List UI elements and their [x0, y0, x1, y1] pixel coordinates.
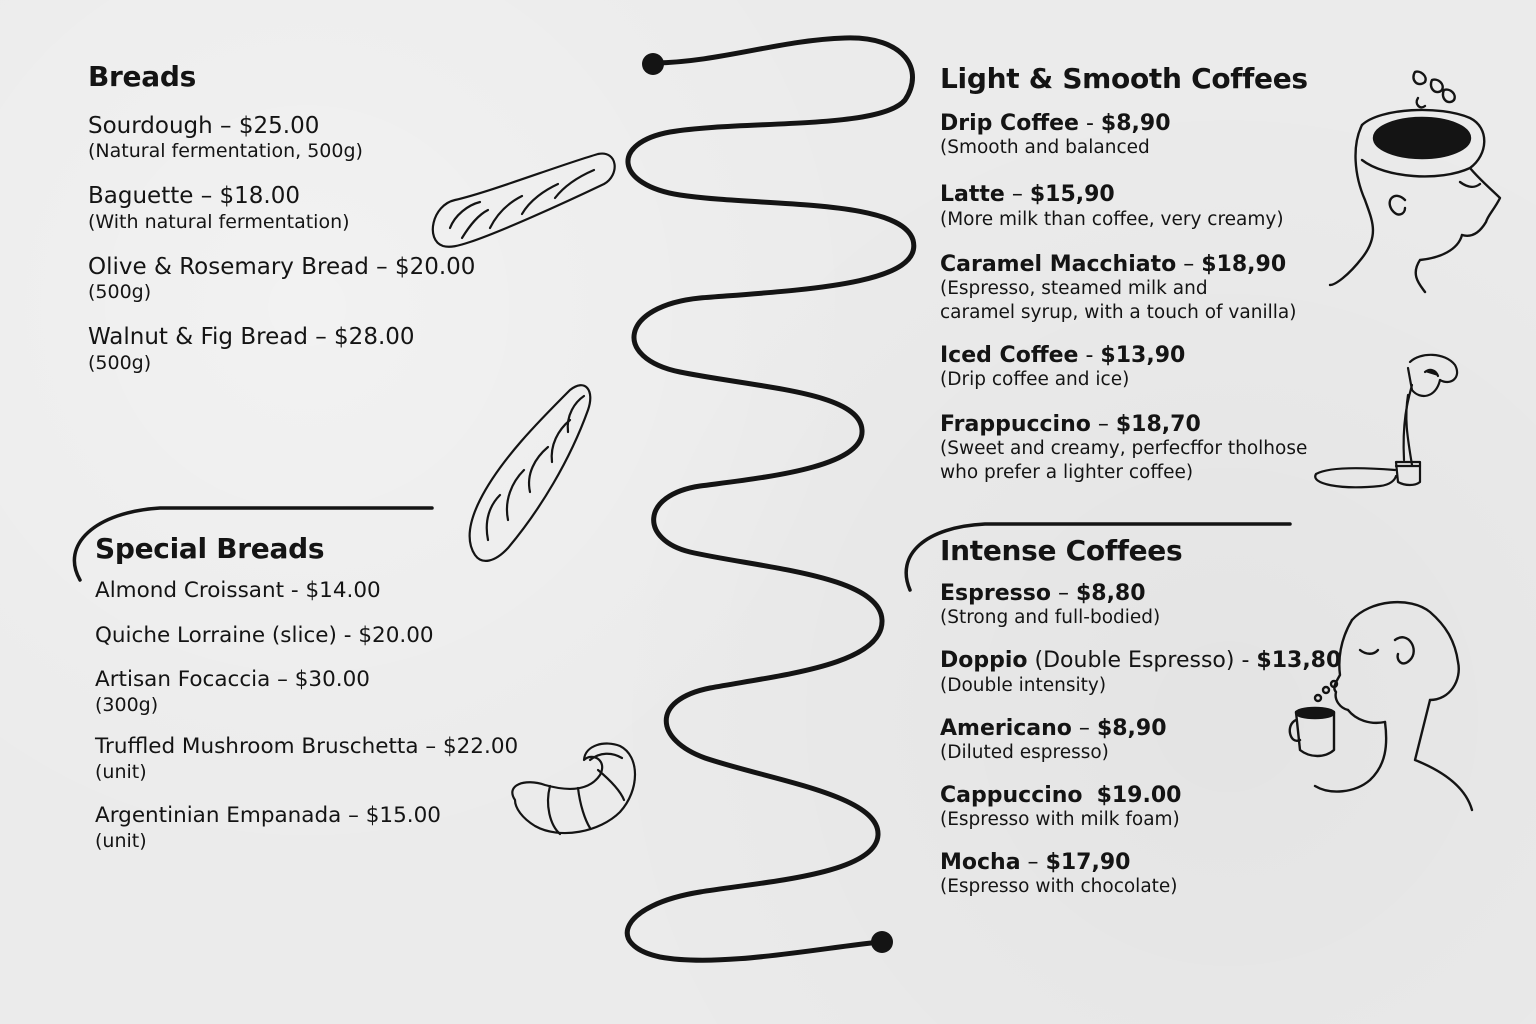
item-name: Olive & Rosemary Bread — [88, 253, 369, 280]
item-name: Drip Coffee — [940, 111, 1079, 136]
bread-item — [88, 254, 518, 304]
light-coffees-section — [940, 62, 1310, 485]
item-description: (unit) — [95, 829, 147, 852]
item-description: (With natural fermentation) — [88, 210, 350, 233]
item-separator: – — [212, 113, 239, 139]
item-separator: – — [418, 734, 443, 760]
coffee-item — [940, 783, 1300, 832]
item-separator: – — [1050, 581, 1076, 606]
item-price: $14.00 — [305, 578, 381, 603]
item-separator: - — [1078, 342, 1101, 368]
item-price: $25.00 — [238, 113, 320, 139]
coffee-item — [940, 343, 1310, 392]
item-separator: - — [284, 578, 306, 603]
special-bread-item — [95, 668, 535, 717]
item-description: (Strong and full-bodied) — [940, 607, 1161, 629]
item-separator — [1083, 783, 1097, 808]
coffee-item — [940, 581, 1300, 630]
coffee-item — [940, 182, 1310, 231]
item-price: $8,90 — [1096, 715, 1167, 741]
head-coffee-cup-icon — [1330, 72, 1500, 292]
item-name: Artisan Focaccia — [95, 667, 271, 693]
item-separator: – — [1004, 182, 1030, 208]
intense-coffees-title: Intense Coffees — [940, 534, 1183, 567]
item-price: $22.00 — [442, 734, 519, 760]
item-separator: - — [1234, 648, 1257, 674]
special-bread-item — [95, 624, 535, 649]
item-name-extra: (Double Espresso) — [1027, 648, 1235, 674]
item-price: $19.00 — [1096, 782, 1182, 808]
coffee-item — [940, 412, 1310, 485]
item-separator: - — [336, 622, 359, 648]
item-description: (Drip coffee and ice) — [940, 369, 1130, 391]
item-name: Americano — [940, 715, 1072, 741]
item-name: Sourdough — [88, 113, 213, 139]
item-description: (500g) — [88, 351, 152, 374]
coffee-item — [940, 252, 1310, 325]
intense-coffees-section — [940, 534, 1342, 899]
item-price: $18,70 — [1115, 412, 1201, 438]
item-separator: – — [368, 253, 395, 280]
light-coffees-title: Light & Smooth Coffees — [940, 62, 1308, 95]
item-separator: – — [1020, 850, 1046, 876]
item-price: $18.00 — [219, 183, 300, 210]
item-description: (Smooth and balanced — [940, 137, 1150, 159]
item-name: Doppio — [940, 648, 1028, 674]
item-name: Truffled Mushroom Bruschetta — [95, 734, 419, 760]
item-price: $20.00 — [358, 622, 434, 648]
person-sipping-coffee-icon — [1290, 602, 1472, 810]
item-separator: – — [341, 802, 366, 828]
item-separator: – — [270, 667, 295, 693]
item-price: $13,90 — [1100, 342, 1186, 368]
item-description: (500g) — [88, 281, 152, 304]
item-price: $8,90 — [1100, 111, 1171, 136]
bread-item — [88, 113, 518, 163]
coffee-item — [940, 111, 1310, 160]
coffee-item — [940, 850, 1300, 899]
item-price: $13,80 — [1256, 648, 1342, 674]
item-description-line-2: caramel syrup, with a touch of vanilla) — [940, 301, 1297, 323]
item-description: (Espresso, steamed milk and — [940, 277, 1208, 299]
item-description: (300g) — [95, 694, 159, 717]
item-description: (Espresso with milk foam) — [940, 809, 1180, 831]
item-price: $30.00 — [294, 667, 370, 693]
item-description-line-2: who prefer a lighter coffee) — [940, 462, 1194, 484]
special-breads-section — [95, 532, 535, 853]
item-description: (unit) — [95, 760, 147, 783]
breads-section — [88, 60, 518, 375]
item-name: Walnut & Fig Bread — [88, 324, 308, 351]
item-description: (Natural fermentation, 500g) — [88, 140, 363, 163]
special-breads-title: Special Breads — [95, 532, 325, 565]
item-name: Iced Coffee — [940, 342, 1079, 368]
item-price: $15.00 — [365, 802, 441, 828]
item-price: $8,80 — [1075, 581, 1146, 606]
item-description: (Double intensity) — [940, 674, 1107, 696]
item-name: Almond Croissant — [95, 578, 285, 603]
coffee-item — [940, 648, 1342, 697]
bread-item — [88, 324, 518, 374]
item-separator: – — [1176, 251, 1202, 277]
item-separator: – — [1071, 715, 1097, 741]
breads-title: Breads — [88, 60, 196, 93]
item-price: $15,90 — [1029, 182, 1115, 208]
item-description: (Sweet and creamy, perfecffor tholhose — [940, 438, 1308, 460]
item-name: Argentinian Empanada — [95, 802, 342, 828]
item-description: (More milk than coffee, very creamy) — [940, 208, 1284, 230]
item-name: Baguette — [88, 183, 194, 210]
item-separator: – — [193, 183, 220, 210]
item-name: Mocha — [940, 850, 1021, 876]
item-description: (Espresso with chocolate) — [940, 876, 1178, 898]
item-price: $18,90 — [1201, 251, 1287, 277]
special-bread-item — [95, 735, 535, 784]
squiggle-divider — [627, 38, 914, 960]
item-name: Cappuccino — [940, 782, 1083, 808]
item-name: Frappuccino — [940, 412, 1091, 438]
special-bread-item — [95, 579, 535, 604]
item-separator: - — [1078, 111, 1101, 136]
item-price: $28.00 — [334, 324, 415, 351]
item-name: Quiche Lorraine (slice) — [95, 622, 337, 648]
item-price: $17,90 — [1045, 850, 1131, 876]
item-name: Latte — [940, 182, 1005, 208]
item-separator: – — [1090, 412, 1116, 438]
coffee-item — [940, 716, 1300, 765]
item-name: Caramel Macchiato — [940, 251, 1177, 277]
item-price: $20.00 — [394, 253, 476, 280]
bread-item — [88, 183, 518, 233]
item-description: (Diluted espresso) — [940, 741, 1109, 763]
item-separator: – — [307, 324, 335, 351]
item-name: Espresso — [940, 581, 1051, 606]
pouring-coffee-icon — [1315, 355, 1457, 487]
special-bread-item — [95, 804, 535, 853]
